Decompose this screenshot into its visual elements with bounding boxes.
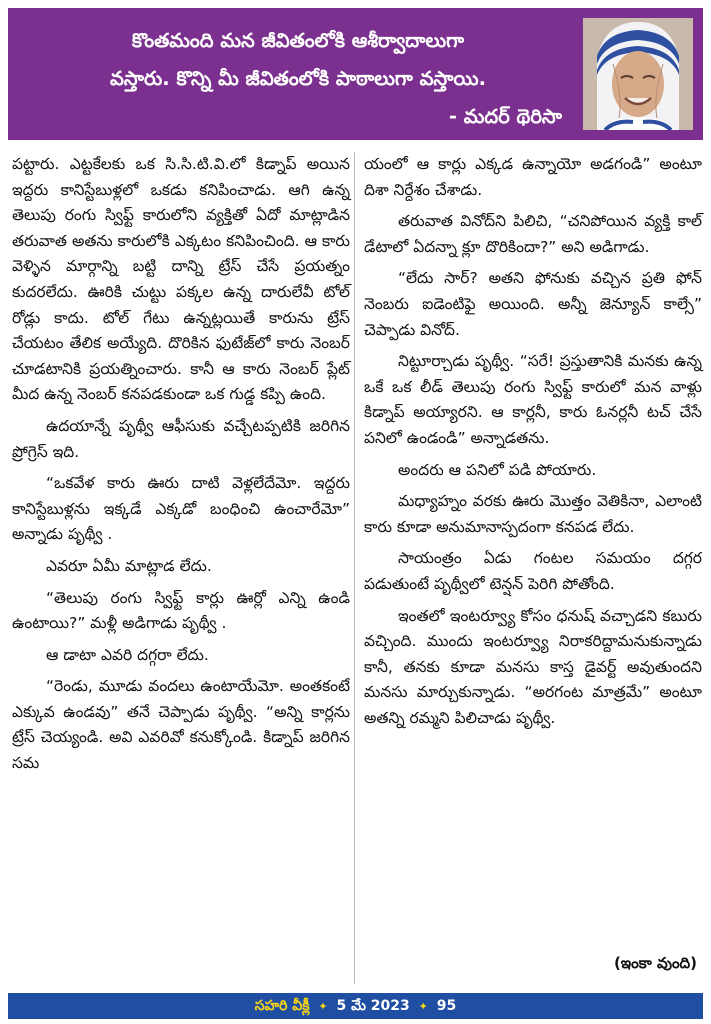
quote-author: - మదర్ థెరిసా bbox=[448, 105, 562, 128]
paragraph: ఎవరూ ఏమీ మాట్లాడ లేదు. bbox=[46, 556, 212, 575]
paragraph: మధ్యాహ్నం వరకు ఊరు మొత్తం వెతికినా, ఎలాంటి కారు కూడా అనుమానాస్పదంగా కనపడ లేదు. bbox=[364, 492, 702, 536]
star-icon: ✦ bbox=[418, 1000, 428, 1013]
continued-label: (ఇంకా వుంది) bbox=[613, 954, 697, 972]
paragraph: ఆ డాటా ఎవరి దగ్గరా లేదు. bbox=[46, 645, 209, 664]
paragraph: ఉదయాన్నే పృథ్వీ ఆఫీసుకు వచ్చేటప్పటికి జరిగిన ప్రోగ్రెస్ ఇది. bbox=[12, 416, 350, 461]
star-icon: ✦ bbox=[318, 1000, 328, 1013]
column-divider bbox=[354, 152, 355, 984]
article-body bbox=[8, 152, 703, 984]
paragraph: తరువాత వినోద్‌ని పిలిచి, “చనిపోయిన వ్యక్తి కాల్ డేటాలో ఏదన్నా క్లూ దొరికిందా?” అని అడిగాడు. bbox=[364, 212, 702, 256]
paragraph: “తెలుపు రంగు స్విఫ్ట్ కార్లు ఊర్లో ఎన్ని ఉండి ఉంటాయి?” మళ్లీ అడిగాడు పృథ్వీ . bbox=[12, 588, 350, 633]
mother-teresa-portrait bbox=[583, 18, 693, 130]
issue-date: 5 మే 2023 bbox=[336, 998, 410, 1014]
quote-text bbox=[28, 22, 568, 136]
left-column bbox=[12, 152, 350, 777]
paragraph: యంలో ఆ కార్లు ఎక్కడ ఉన్నాయో అడగండి” అంటూ దిశా నిర్దేశం చేశాడు. bbox=[364, 155, 702, 199]
paragraph: అందరు ఆ పనిలో పడి పోయారు. bbox=[398, 460, 597, 479]
magazine-name: సహరి వీక్లీ bbox=[254, 998, 310, 1014]
page-number: 95 bbox=[436, 998, 457, 1014]
paragraph: “లేదు సార్? అతని ఫోనుకు వచ్చిన ప్రతి ఫోన్ నెంబరు ఐడెంటిఫై అయింది. అన్నీ జెన్యూన్ కాల్సే” చెప్పాడు వినోద్. bbox=[364, 269, 702, 339]
paragraph: సాయంత్రం ఏడు గంటల సమయం దగ్గర పడుతుంటే పృథ్వీలో టెన్షన్ పెరిగి పోతోంది. bbox=[364, 549, 702, 593]
paragraph: ఇంతలో ఇంటర్వ్యూ కోసం ధనుష్ వచ్చాడని కబురు వచ్చింది. ముందు ఇంటర్వ్యూ నిరాకరిద్దామనుకున్నాడు కానీ, తనకు కూడా మనసు కాస్త డైవర్ట్ అవుతుందని మనసు మార్చుకున్నాడు. “అరగంట మాత్రమే” అంటూ అతన్ని రమ్మని పిలిచాడు పృథ్వీ. bbox=[364, 606, 702, 727]
paragraph: “రెండు, మూడు వందలు ఉంటాయేమో. అంతకంటే ఎక్కువ ఉండవు” తనే చెప్పాడు పృథ్వీ. “అన్ని కార్లను ట్రేస్ చెయ్యండి. అవి ఎవరివో కనుక్కోండి. కిడ్నాప్ జరిగిన సమ bbox=[12, 677, 350, 773]
quote-line-2: వస్తారు. కొన్ని మీ జీవితంలోకి పాఠాలుగా వస్తాయి. bbox=[109, 67, 487, 90]
right-column bbox=[364, 152, 702, 731]
quote-line-1: కొంతమంది మన జీవితంలోకి ఆశీర్వాదాలుగా bbox=[131, 29, 465, 52]
quote-banner bbox=[8, 8, 703, 140]
paragraph: నిట్టూర్చాడు పృథ్వీ. “సరే! ప్రస్తుతానికి మనకు ఉన్న ఒకే ఒక లీడ్ తెలుపు రంగు స్విఫ్ట్ కారులో మన వాళ్లు కిడ్నాప్ అయ్యారని. ఆ కార్లనీ, కారు ఓనర్లనీ టచ్ చేసే పనిలో ఉండండి” అన్నాడతను. bbox=[364, 352, 702, 447]
page-footer bbox=[8, 993, 703, 1019]
paragraph: పట్టారు. ఎట్టకేలకు ఒక సి.సి.టి.వి.లో కిడ్నాప్ అయిన ఇద్దరు కానిస్టేబుళ్లలో ఒకడు కనిపించాడు. ఆగి ఉన్న తెలుపు రంగు స్విఫ్ట్ కారులోని వ్యక్తితో ఏదో మాట్లాడిన తరువాత అతను కారులోకి ఎక్కటం కనిపించింది. ఆ కారు వెళ్ళిన మార్గాన్ని బట్టి దాన్ని ట్రేస్ చేసే ప్రయత్నం కుదరలేదు. ఊరికి చుట్టు పక్కల ఉన్న దారులేవీ టోల్ రోడ్లు కాదు. టోల్ గేటు ఉన్నట్లయితే కారును ట్రేస్ చేయటం తేలిక అయ్యేది. దొరికిన ఫుటేజ్‌లో కారు నెంబర్ చూడటానికి ప్రయత్నించారు. కానీ ఆ కారు నెంబర్ ప్లేట్ మీద ఉన్న నెంబర్ కనపడకుండా ఒక గుడ్డ కప్పి ఉంది. bbox=[12, 155, 350, 404]
paragraph: “ఒకవేళ కారు ఊరు దాటి వెళ్లలేదేమో. ఇద్దరు కానిస్టేబుళ్లను ఇక్కడే ఎక్కడో బంధించి ఉంచారేమో” అన్నాడు పృథ్వీ . bbox=[12, 474, 350, 544]
